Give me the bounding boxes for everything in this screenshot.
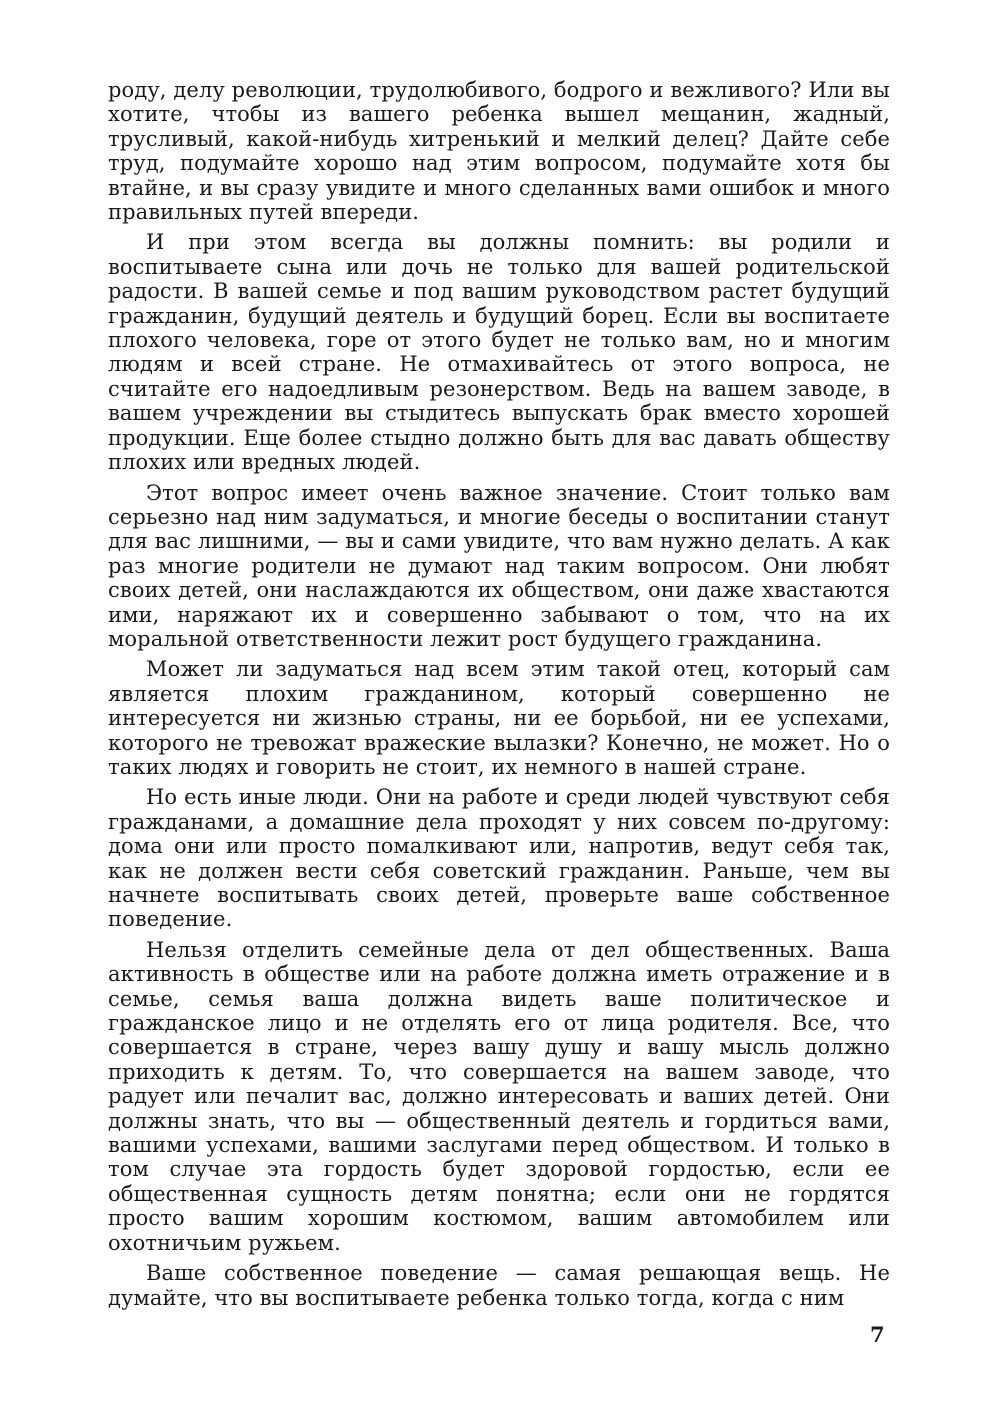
paragraph-1: роду, делу революции, трудолюбивого, бодрого и вежливого? Или вы хотите, чтобы из вашего ребенка вышел мещанин, жадный, трусливый, какой-нибудь хитренький и мелкий делец? Дайте себе труд, подумайте хорошо над этим вопросом, подумайте хотя бы втайне, и вы сразу увидите и много сделанных вами ошибок и много правильных путей впереди. bbox=[108, 78, 890, 225]
paragraph-4: Может ли задуматься над всем этим такой отец, который сам является плохим гражданином, который совершенно не интересуется ни жизнью страны, ни ее борьбой, ни ее успехами, которого не тревожат вражеские вылазки? Конечно, не может. Но о таких людях и говорить не стоит, их немного в нашей стране. bbox=[108, 657, 890, 779]
paragraph-3: Этот вопрос имеет очень важное значение. Стоит только вам серьезно над ним задуматься, и многие беседы о воспитании станут для вас лишними, — вы и сами увидите, что вам нужно делать. А как раз многие родители не думают над таким вопросом. Они любят своих детей, они наслаждаются их обществом, они даже хвастаются ими, наряжают их и совершенно забывают о том, что на их моральной ответственности лежит рост будущего гражданина. bbox=[108, 480, 890, 651]
paragraph-2: И при этом всегда вы должны помнить: вы родили и воспитываете сына или дочь не только для вашей родительской радости. В вашей семье и под вашим руководством растет будущий гражданин, будущий деятель и будущий борец. Если вы воспитаете плохого человека, горе от этого будет не только вам, но и многим людям и всей стране. Не отмахивайтесь от этого вопроса, не считайте его надоедливым резонерством. Ведь на вашем заводе, в вашем учреждении вы стыдитесь выпускать брак вместо хорошей продукции. Еще более стыдно должно быть для вас давать обществу плохих или вредных людей. bbox=[108, 230, 890, 475]
page-number: 7 bbox=[870, 1322, 885, 1347]
paragraph-6: Нельзя отделить семейные дела от дел общественных. Ваша активность в обществе или на работе должна иметь отражение и в семье, семья ваша должна видеть ваше политическое и гражданское лицо и не отделять его от лица родителя. Все, что совершается в стране, через вашу душу и вашу мысль должно приходить к детям. То, что совершается на вашем заводе, что радует или печалит вас, должно интересовать и ваших детей. Они должны знать, что вы — общественный деятель и гордиться вами, вашими успехами, вашими заслугами перед обществом. И только в том случае эта гордость будет здоровой гордостью, если ее общественная сущность детям понятна; если они не гордятся просто вашим хорошим костюмом, вашим автомобилем или охотничьим ружьем. bbox=[108, 937, 890, 1255]
paragraph-7: Ваше собственное поведение — самая решающая вещь. Не думайте, что вы воспитываете ребенка только тогда, когда с ним bbox=[108, 1261, 890, 1310]
paragraph-5: Но есть иные люди. Они на работе и среди людей чувствуют себя гражданами, а домашние дела проходят у них совсем по-другому: дома они или просто помалкивают или, напротив, ведут себя так, как не должен вести себя советский гражданин. Раньше, чем вы начнете воспитывать своих детей, проверьте ваше собственное поведение. bbox=[108, 785, 890, 932]
body-text bbox=[108, 78, 890, 1316]
